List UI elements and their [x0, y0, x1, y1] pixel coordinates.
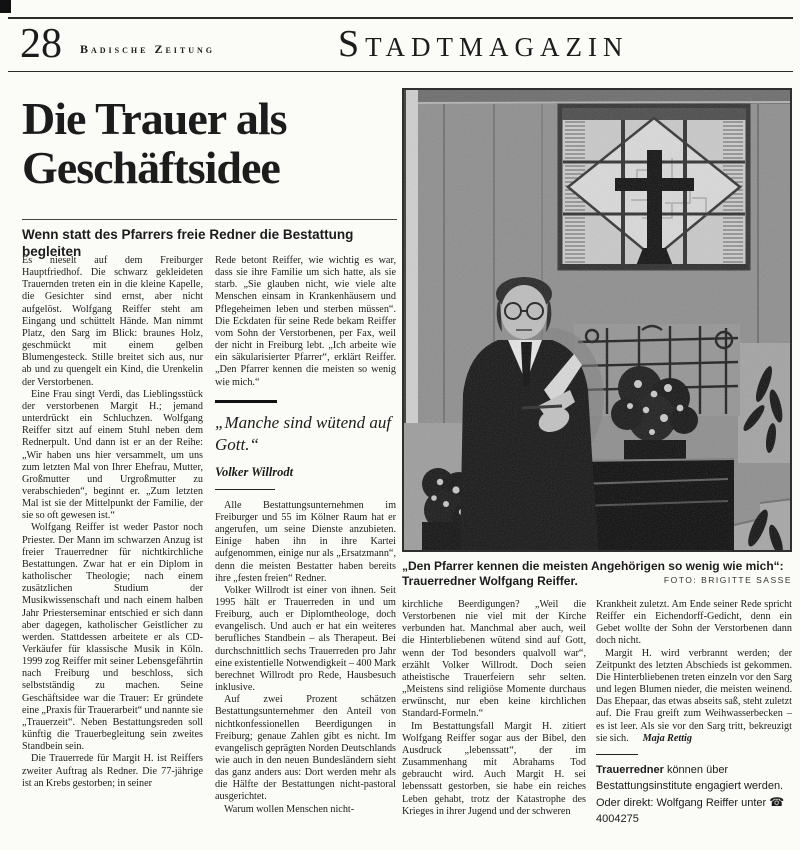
subheadline-rule [22, 219, 397, 220]
article-paragraph: Rede betont Reiffer, wie wichtig es war, dass sie ihre Familie um sich hatte, als sie starb. „Sie glauben nicht, wie viele alte Menschen einsam in Krankenhäusern und Pflegeheimen leben und sterben müssen“. Die Eckdaten für seine Rede bekam Reiffer vom Sohn der Verstorbenen, per Fax, weil der nicht in Freiburg lebt. „Ich arbeite wie ein säkularisierter Pfarrer“, erklärt Reiffer. „Den Pfarrer kennen die meisten so wenig wie mich.“ [215, 255, 396, 388]
infobox-lead: Trauerredner [596, 763, 664, 776]
text-column-4 [596, 599, 792, 839]
article-paragraph: Krankheit zuletzt. Am Ende seiner Rede spricht Reiffer ein Eichendorff-Gedicht, denn ein Gebet wollte der Sohn der Verstorbenen dann doch nicht. [596, 599, 792, 647]
pull-quote [215, 400, 396, 490]
chapel-photo [402, 88, 792, 552]
article-subheadline: Wenn statt des Pfarrers freie Redner die Bestattung begleiten [22, 227, 354, 259]
article-headline: Die Trauer als Geschäftsidee [22, 93, 287, 193]
scan-corner-mark [0, 0, 11, 13]
infobox-phone-number: 4004275 [596, 812, 639, 825]
pull-quote-rule-top [215, 400, 277, 403]
article-paragraph: Volker Willrodt ist einer von ihnen. Seit 1995 hält er Trauerreden in und um Freiburg, auch er Diplomtheologe, doch evangelisch. Und auch er hat ein weiteres berufliches Standbein – als Therapeut. Bei durchschnittlich sechs Trauerreden pro Jahr eine existentielle Notwendigkeit – 400 Mark berechnet Willrodt pro Rede, Hausbesuch inklusive. [215, 584, 396, 694]
article-paragraph: Eine Frau singt Verdi, das Lieblingsstück der verstorbenen Margit H.; jemand unterdrückt ein Schluchzen. Wolfgang Reiffer sitzt auf einem Stuhl neben dem Rednerpult. Und dann ist er an der Reihe: „Wir haben uns hier versammelt, um uns zum letzten Mal von Ihrer Ehefrau, Mutter, Großmutter und Urgroßmutter zu verabschieden“, beginnt er. „Zum letzten Mal ist sie der Mittelpunkt der Familie, der sie so oft gewesen ist.“ [22, 388, 203, 522]
article-paragraph: Auf zwei Prozent schätzen Bestattungsunternehmer den Anteil von nichtkonfessionellen Beerdigungen in Freiburg; genaue Zahlen gibt es nicht. Im evangelisch geprägten Norden Deutschlands wie auch in den neuen Bundesländern sieht das ganz anders aus: Dort werden mehr als die Hälfte der Bestattungen nicht-pastoral ausgerichtet. [215, 694, 396, 803]
chapel-photo-illustration [402, 88, 792, 552]
masthead-rule-bottom [8, 71, 793, 72]
pull-quote-text: „Manche sind wütend auf Gott.“ [215, 412, 392, 454]
article-paragraph: Alle Bestattungsunternehmen im Freiburger und 55 im Kölner Raum hat er angerufen, um seine Dienste anzubieten. Einige haben ihn in ihre Kartei aufgenommen, einige nur als „Ersatzmann“, denn die meisten Bestatter haben bereits ihre „festen freien“ Redner. [215, 499, 396, 584]
text-column-2 [215, 255, 396, 817]
pull-quote-attribution: Volker Willrodt [215, 464, 294, 479]
phone-icon: ☎ [769, 794, 785, 809]
masthead-rule-top [8, 17, 793, 19]
article-paragraph: Im Bestattungsfall Margit H. zitiert Wolfgang Reiffer sogar aus der Bibel, den Ausdruck „lebenssatt“, der im Zusammenhang mit Abrahams Tod gebraucht wird. Auch Margit H. sei lebenssatt gestorben, sie habe ein reiches Leben gehabt, trotz der Katastrophe des Krieges in ihrer Jugend und der schweren [402, 720, 586, 817]
photo-caption-text: „Den Pfarrer kennen die meisten Angehörigen so wenig wie mich“: Trauerredner Wolfgang Reiffer. [402, 559, 784, 588]
section-title: Stadtmagazin [338, 23, 629, 65]
article-paragraph [596, 648, 792, 745]
contact-infobox [596, 754, 792, 827]
article-paragraph: Die Trauerrede für Margit H. ist Reiffers zweiter Auftrag als Redner. Die 77-jährige ist an Krebs gestorben; in seiner [22, 753, 203, 789]
pull-quote-rule-bottom [215, 489, 275, 490]
article-paragraph: kirchliche Beerdigungen? „Weil die Verstorbenen nie viel mit der Kirche verbunden hat. Manchmal aber auch, weil die Hinterbliebenen wütend sind auf Gott, wenn der Tod besonders qualvoll war“, erzählt Volker Willrodt. Doch seien atheistische Trauerfeiern sehr selten. „Meistens sind religiöse Momente durchaus erwünscht, nur eben keine kirchlichen Standard-Formeln.“ [402, 599, 586, 720]
newspaper-name: Badische Zeitung [80, 42, 216, 56]
infobox-body: können über Bestattungsinstitute engagiert werden. Oder direkt: Wolfgang Reiffer unter [596, 763, 784, 809]
article-paragraph: Wolfgang Reiffer ist weder Pastor noch Priester. Der Mann im schwarzen Anzug ist freier Trauerredner für nichtkirchliche Bestattungen. Zwar hat er ein Diplom in katholischer Theologie; nach einem zusätzlichen Studium der Musikwissenschaft und nach einem halben Jahr Priesterseminar entschied er sich dann aber dagegen, katholischer Geistlicher zu werden. Stattdessen arbeitete er als CD-Verkäufer für klassische Musik in Köln. 1999 zog Reiffer mit seiner Lebensgefährtin nach Freiburg und beschloss, sich selbstständig zu machen. Seine Geschäftsidee war die Trauer: Er gründete eine „Praxis für Trauerarbeit“ und nannte sie „Trauerzeit“. Neben Bestattungsreden soll künftig die Trauerbegleitung sein zweites Standbein sein. [22, 522, 203, 753]
photo-credit: FOTO: BRIGITTE SASSE [663, 575, 792, 585]
infobox-text [596, 762, 792, 827]
article-paragraph: Es nieselt auf dem Freiburger Hauptfriedhof. Die schwarz gekleideten Trauernden treten ein in die kleine Kapelle, die Gesichter sind ernst, aber nicht aufgelöst. Wolfgang Reiffer steht am Eingang und schüttelt Hände. Man nimmt Platz, den Sarg im Blick: braunes Holz, geschmückt mit einem gelben Blumengesteck. Stille breitet sich aus, nur ab und zu quengelt ein Kind, die Urenkelin der Verstorbenen. [22, 255, 203, 388]
text-column-3 [402, 599, 586, 839]
article-paragraph: Warum wollen Menschen nicht- [224, 803, 355, 815]
photo-caption [402, 559, 792, 589]
author-byline: Maja Rettig [642, 732, 692, 744]
infobox-rule [596, 754, 638, 755]
article-paragraph-text: Margit H. wird verbrannt werden; der Zeitpunkt des letzten Abschieds ist gekommen. Die Hinterbliebenen treten einzeln vor den Sarg und legen Blumen nieder, die meisten weinend. Das Ehepaar, das etwas abseits saß, steht zuletzt auf. Die Frau greift zum Weihwasserbecken – es ist leer. Als sie vor den Sarg tritt, bekreuzigt sie sich. [596, 647, 792, 744]
page-number: 28 [20, 21, 62, 67]
text-column-1 [22, 255, 203, 817]
